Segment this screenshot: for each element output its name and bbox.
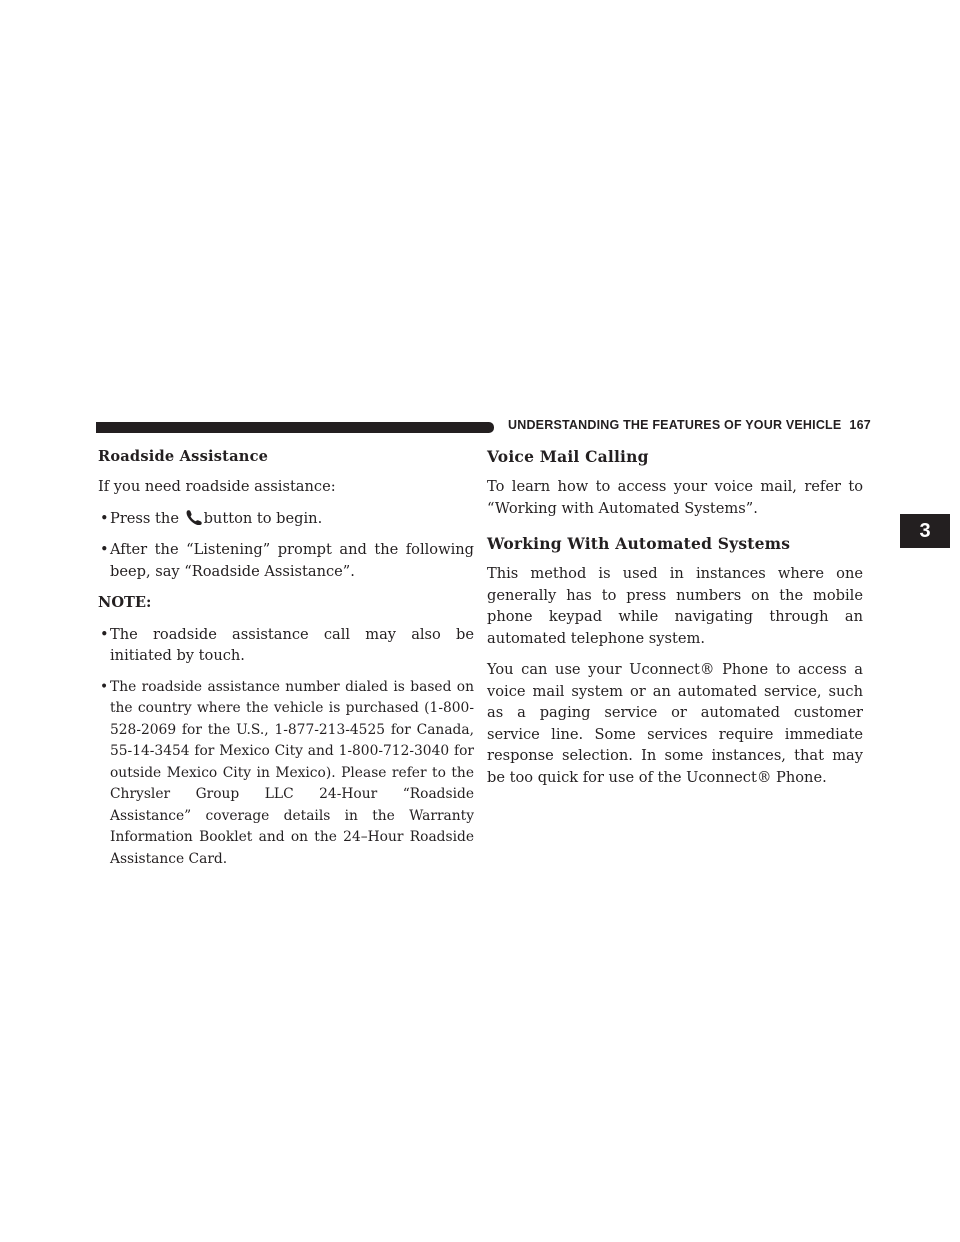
roadside-assistance-heading: Roadside Assistance (98, 448, 269, 465)
note-text: The roadside assistance number dialed is based on the country where the vehicle is purchased (1-800-528-2069 for the U.S., 1-877-213-4525 for Canada, 55-14-3454 for Mexico City and 1-800-712-3040 for outside Mexico City in Mexico). Please refer to the Chrysler Group LLC 24-Hour “Roadside Assistance” coverage details in the Warranty Information Booklet and on the 24–Hour Roadside Assistance Card. (110, 678, 474, 867)
note-text: The roadside assistance call may also be initiated by touch. (110, 625, 474, 664)
voice-mail-heading: Voice Mail Calling (487, 447, 649, 466)
header-rule (96, 422, 494, 433)
running-header (508, 418, 871, 432)
phone-icon (184, 510, 204, 527)
step-text-before: Press the (110, 509, 179, 527)
notes-list (98, 624, 474, 871)
voice-mail-text: To learn how to access your voice mail, refer to “Working with Automated Systems”. (487, 478, 863, 517)
uconnect-text: You can use your Uconnect® Phone to access a voice mail system or an automated service, such as a paging service or automated customer service line. Some services require immediate response selection. In some instances, that may be too quick for use of the Uconnect® Phone. (487, 661, 863, 786)
page-number: 167 (849, 418, 871, 432)
intro-text: If you need roadside assistance: (98, 478, 336, 495)
automated-systems-text: This method is used in instances where one generally has to press numbers on the mobile phone keypad while navigating through an automated telephone system. (487, 565, 863, 647)
list-item: • The roadside assistance number dialed is based on the country where the vehicle is purchased (1-800-528-2069 for the U.S., 1-877-213-4525 for Canada, 55-14-3454 for Mexico City and 1-800-712-3040 for outside Mexico City in Mexico). Please refer to the Chrysler Group LLC 24-Hour “Roadside Assistance” coverage details in the Warranty Information Booklet and on the 24–Hour Roadside Assistance Card. (100, 678, 474, 867)
automated-systems-heading: Working With Automated Systems (487, 534, 791, 553)
section-tab: 3 (900, 514, 950, 548)
right-column (487, 446, 863, 798)
list-item: • After the “Listening” prompt and the following beep, say “Roadside Assistance”. (100, 541, 474, 580)
step-text: After the “Listening” prompt and the following beep, say “Roadside Assistance”. (110, 541, 474, 580)
header-title: UNDERSTANDING THE FEATURES OF YOUR VEHICLE (508, 418, 842, 432)
list-item: • Press the button to begin. (100, 509, 323, 527)
steps-list (98, 508, 474, 583)
step-text-after: button to begin. (203, 509, 323, 527)
note-label: NOTE: (98, 594, 152, 611)
list-item: • The roadside assistance call may also be initiated by touch. (100, 625, 474, 664)
left-column (98, 446, 474, 880)
